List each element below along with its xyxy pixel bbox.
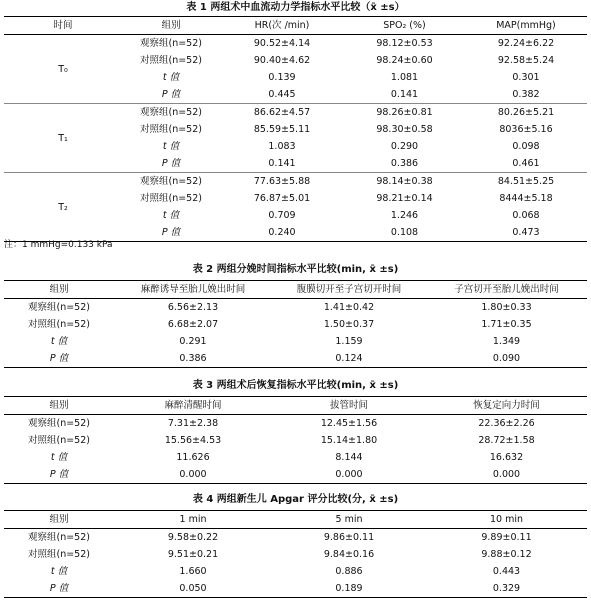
table3-header-col2: 拔管时间 <box>272 397 426 415</box>
row-label: P 值 <box>122 224 220 242</box>
cell: 98.21±0.14 <box>376 193 433 204</box>
cell: 0.000 <box>272 466 426 484</box>
row-label: 对照组(n=52) <box>140 55 202 66</box>
row-label: 观察组(n=52) <box>140 38 202 49</box>
row-label: P 值 <box>4 350 114 368</box>
table1-header-group: 组别 <box>122 17 220 35</box>
cell: 76.87±5.01 <box>253 193 311 204</box>
table3-header-col1: 麻醉清醒时间 <box>114 397 272 415</box>
cell: 1.80±0.33 <box>481 302 532 313</box>
table2-header-group: 组别 <box>4 281 114 299</box>
row-label: 观察组(n=52) <box>28 302 90 313</box>
row-label: t 值 <box>50 566 68 577</box>
table4-header-row <box>4 511 587 529</box>
cell: 77.63±5.88 <box>253 176 311 187</box>
cell: 0.240 <box>220 224 344 242</box>
cell: 9.89±0.11 <box>481 532 532 543</box>
cell: 90.40±4.62 <box>253 55 311 66</box>
table-row <box>4 580 587 598</box>
cell: 11.626 <box>176 452 210 463</box>
table1-header-map: MAP(mmHg) <box>465 17 587 35</box>
cell: 80.26±5.21 <box>497 107 555 118</box>
table2 <box>4 280 587 368</box>
cell: 98.30±0.58 <box>376 124 433 135</box>
cell: 1.081 <box>390 72 419 83</box>
row-label: t 值 <box>50 452 68 463</box>
table2-header-col2: 腹膜切开至子宫切开时间 <box>272 281 426 299</box>
cell: 90.52±4.14 <box>253 38 311 49</box>
row-label: 对照组(n=52) <box>28 319 90 330</box>
table-row <box>4 316 587 333</box>
table-row <box>4 173 587 191</box>
cell: 0.000 <box>426 466 587 484</box>
cell: 1.159 <box>335 336 363 347</box>
table3 <box>4 396 587 484</box>
cell: 1.246 <box>390 210 419 221</box>
cell: 0.108 <box>344 224 465 242</box>
cell: 9.88±0.12 <box>481 549 532 560</box>
cell: 98.14±0.38 <box>376 176 433 187</box>
table1-time-t2: T₂ <box>4 173 122 242</box>
cell: 1.349 <box>492 336 521 347</box>
table-row <box>4 466 587 484</box>
cell: 12.45±1.56 <box>320 418 378 429</box>
row-label: 对照组(n=52) <box>140 124 202 135</box>
cell: 0.386 <box>344 155 465 173</box>
cell: 0.443 <box>492 566 521 577</box>
table-row <box>4 299 587 317</box>
table4-caption: 表 4 两组新生儿 Apgar 评分比较(分, x̄ ±s) <box>192 494 399 505</box>
cell: 0.000 <box>114 466 272 484</box>
cell: 7.31±2.38 <box>167 418 219 429</box>
table4 <box>4 510 587 598</box>
table1-header-time: 时间 <box>4 17 122 35</box>
cell: 1.50±0.37 <box>323 319 375 330</box>
cell: 0.386 <box>114 350 272 368</box>
table1-header-spo2: SPO₂ (%) <box>344 17 465 35</box>
cell: 85.59±5.11 <box>253 124 311 135</box>
cell: 0.473 <box>465 224 587 242</box>
cell: 9.58±0.22 <box>167 532 219 543</box>
table-row <box>4 35 587 53</box>
cell: 0.139 <box>268 72 296 83</box>
cell: 98.26±0.81 <box>376 107 433 118</box>
table2-header-row <box>4 281 587 299</box>
cell: 92.58±5.24 <box>497 55 555 66</box>
cell: 84.51±5.25 <box>497 176 555 187</box>
row-label: 对照组(n=52) <box>28 549 90 560</box>
table-row <box>4 563 587 580</box>
table1 <box>4 16 587 242</box>
table1-header-row <box>4 17 587 35</box>
cell: 1.71±0.35 <box>481 319 532 330</box>
table2-caption: 表 2 两组分娩时间指标水平比较(min, x̄ ±s) <box>192 264 399 275</box>
cell: 22.36±2.26 <box>478 418 535 429</box>
table-row <box>4 333 587 350</box>
cell: 9.86±0.11 <box>323 532 375 543</box>
cell: 6.56±2.13 <box>167 302 219 313</box>
table-row <box>4 432 587 449</box>
table-row <box>4 415 587 433</box>
cell: 9.51±0.21 <box>167 549 219 560</box>
table3-header-col3: 恢复定向力时间 <box>426 397 587 415</box>
table2-header-col3: 子宫切开至胎儿娩出时间 <box>426 281 587 299</box>
cell: 6.68±2.07 <box>167 319 219 330</box>
row-label: P 值 <box>122 86 220 104</box>
cell: 0.124 <box>272 350 426 368</box>
row-label: P 值 <box>122 155 220 173</box>
row-label: t 值 <box>162 141 180 152</box>
cell: 9.84±0.16 <box>323 549 375 560</box>
cell: 86.62±4.57 <box>253 107 311 118</box>
cell: 0.141 <box>344 86 465 104</box>
cell: 0.886 <box>335 566 363 577</box>
cell: 0.290 <box>390 141 419 152</box>
cell: 98.12±0.53 <box>376 38 433 49</box>
cell: 0.141 <box>220 155 344 173</box>
cell: 15.14±1.80 <box>320 435 378 446</box>
table2-header-col1: 麻醉诱导至胎儿娩出时间 <box>114 281 272 299</box>
cell: 0.382 <box>465 86 587 104</box>
cell: 28.72±1.58 <box>478 435 535 446</box>
cell: 16.632 <box>489 452 524 463</box>
row-label: P 值 <box>4 580 114 598</box>
cell: 1.660 <box>179 566 207 577</box>
cell: 0.050 <box>114 580 272 598</box>
row-label: 观察组(n=52) <box>28 532 90 543</box>
table4-header-5min: 5 min <box>272 511 426 529</box>
table-row <box>4 546 587 563</box>
table1-time-t1: T₁ <box>4 104 122 173</box>
row-label: 对照组(n=52) <box>140 193 202 204</box>
table1-time-t0: T₀ <box>4 35 122 104</box>
cell: 0.090 <box>426 350 587 368</box>
table-row <box>4 529 587 547</box>
cell: 0.189 <box>272 580 426 598</box>
table-row <box>4 350 587 368</box>
cell: 0.291 <box>179 336 207 347</box>
cell: 98.24±0.60 <box>376 55 433 66</box>
cell: 8.144 <box>335 452 363 463</box>
row-label: t 值 <box>50 336 68 347</box>
table1-caption: 表 1 两组术中血流动力学指标水平比较（x̄ ±s） <box>186 2 405 13</box>
row-label: 观察组(n=52) <box>140 176 202 187</box>
row-label: t 值 <box>162 72 180 83</box>
cell: 0.329 <box>426 580 587 598</box>
cell: 92.24±6.22 <box>497 38 555 49</box>
cell: 0.068 <box>512 210 540 221</box>
table4-header-group: 组别 <box>4 511 114 529</box>
cell: 1.083 <box>268 141 296 152</box>
cell: 0.461 <box>465 155 587 173</box>
row-label: 对照组(n=52) <box>28 435 90 446</box>
row-label: t 值 <box>162 210 180 221</box>
cell: 0.098 <box>512 141 540 152</box>
cell: 8444±5.18 <box>499 193 553 204</box>
cell: 1.41±0.42 <box>323 302 375 313</box>
row-label: 观察组(n=52) <box>28 418 90 429</box>
row-label: P 值 <box>4 466 114 484</box>
table-row <box>4 449 587 466</box>
row-label: 观察组(n=52) <box>140 107 202 118</box>
table4-header-10min: 10 min <box>426 511 587 529</box>
table3-header-row <box>4 397 587 415</box>
cell: 8036±5.16 <box>499 124 553 135</box>
cell: 0.709 <box>268 210 296 221</box>
table1-header-hr: HR(次 /min) <box>220 17 344 35</box>
table4-header-1min: 1 min <box>114 511 272 529</box>
table3-header-group: 组别 <box>4 397 114 415</box>
cell: 15.56±4.53 <box>164 435 222 446</box>
table-row <box>4 104 587 122</box>
table1-note: 注：1 mmHg=0.133 kPa <box>4 240 113 250</box>
cell: 0.445 <box>220 86 344 104</box>
cell: 0.301 <box>512 72 540 83</box>
table3-caption: 表 3 两组术后恢复指标水平比较(min, x̄ ±s) <box>192 380 399 391</box>
